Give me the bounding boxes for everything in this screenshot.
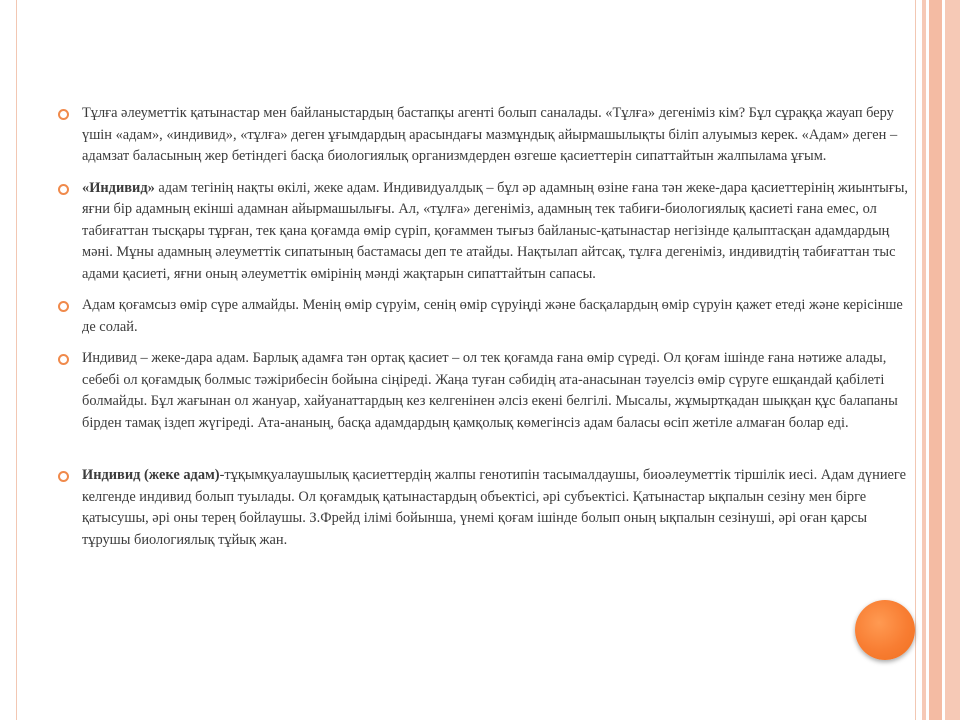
bullet-text: Тұлға әлеуметтік қатынастар мен байланыстардың бастапқы агенті болып саналады. «Тұлға» дегеніміз кім? Бұл сұраққа жауап беру үшін «адам», «индивид», «тұлға» деген ұғымдардың арасындағы мазмұндық айырмашылықты біліп алуымыз керек. «Адам» деген – адамзат баласының жер бетіндегі басқа биологиялық организмдерден өзгеше қасиеттерін сипаттайтын жалпылама ұғым.	[82, 105, 898, 164]
bullet-item	[58, 295, 908, 338]
bullet-circle-icon	[58, 301, 69, 312]
decorative-stripes	[916, 0, 960, 720]
bullet-bold-term: Индивид (жеке адам)	[82, 467, 220, 483]
bullet-text: -тұқымқуалаушылық қасиеттердің жалпы генотипін тасымалдаушы, биоәлеуметтік тіршілік иесі. Адам дүниеге келгенде индивид болып туылады. Ол қоғамдық қатынастардың объектісі, әрі субъектісі. Қатынастар ықпалын сезіну мен бірге қатысушы, әрі оны терең бойлаушы. З.Фрейд ілімі бойынша, үнемі қоғам ішінде болып оның ықпалын сезінуші, әрі оған қарсы тұрушы биологиялық тұйық жан.	[82, 467, 907, 548]
bullet-circle-icon	[58, 354, 69, 365]
bullet-item	[58, 103, 908, 168]
bullet-text: адам тегінің нақты өкілі, жеке адам. Индивидуалдық – бұл әр адамның өзіне ғана тән жеке-дара қасиеттерінің жиынтығы, яғни бір адамның екінші адамнан айырмашылығы. Ал, «тұлға» дегеніміз, адамның тек табиғи-биологиялық қасиеті ғана емес, ол табиғаттан тысқары тұрған, тек қана қоғамда өмір сүріп, қоғаммен тығыз байланыс-қатынастар негізінде қалыптасқан адамдардың мәні. Мұны адамның әлеуметтік сипатының бастамасы деп те атайды. Нақтылап айтсақ, тұлға дегеніміз, индивидтің табиғаттан тыс адами қасиеті, яғни оның әлеуметтік өмірінің мәнді жақтарын сипаттайтын сапасы.	[82, 179, 908, 282]
bullet-text: Индивид – жеке-дара адам. Барлық адамға тән ортақ қасиет – ол тек қоғамда ғана өмір сүреді. Ол қоғам ішінде ғана нәтиже алады, себебі ол қоғамдық болмыс тәжірибесін бойына сіңіреді. Жаңа туған сәбидің ата-анасынан тәуелсіз өмір сүруге ешқандай қабілеті болмайды. Бұл жағынан ол жануар, хайуанаттардың кез келгенінен әлсіз екені белгілі. Мысалы, жұмыртқадан шыққан құс балапаны бірден тамақ іздеп жүгіреді. Ата-ананың, басқа адамдардың қамқолық көмегінсіз адам баласы өсіп жетіле алмаған болар еді.	[82, 350, 898, 431]
bullet-bold-term: «Индивид»	[82, 179, 155, 196]
bullet-item	[58, 465, 908, 551]
bullet-circle-icon	[58, 184, 69, 195]
slide-content	[58, 103, 908, 551]
bullet-circle-icon	[58, 109, 69, 120]
bullet-item	[58, 178, 908, 286]
orange-circle-decoration	[855, 600, 915, 660]
bullet-item	[58, 348, 908, 434]
bullet-text: Адам қоғамсыз өмір сүре алмайды. Менің өмір сүруім, сенің өмір сүруіңді және басқалардың өмір сүруін қажет етеді және керісінше де солай.	[82, 297, 903, 335]
bullet-circle-icon	[58, 471, 69, 482]
